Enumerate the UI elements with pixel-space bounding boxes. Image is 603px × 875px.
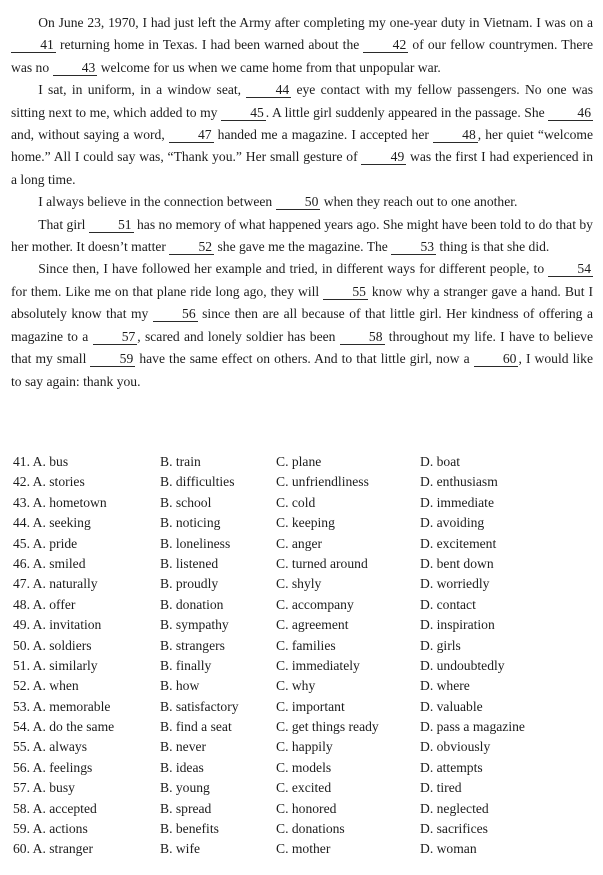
- question-option-row: [13, 574, 593, 594]
- blank-52: 52: [169, 239, 214, 255]
- blank-55: 55: [323, 284, 368, 300]
- text-segment: thing is that she did.: [436, 239, 550, 255]
- blank-45: 45: [221, 105, 266, 121]
- option-b: B. wife: [160, 841, 201, 857]
- text-segment: I always believe in the connection between: [38, 194, 276, 210]
- text-segment: On June 23, 1970, I had just left the Army after completing my one-year duty in Vietnam. I was on a: [38, 15, 593, 30]
- text-segment: when they reach out to one another.: [320, 194, 518, 210]
- option-d: D. valuable: [420, 698, 483, 714]
- blank-57: 57: [93, 329, 138, 345]
- option-a: 47. A. naturally: [13, 576, 98, 592]
- paragraph-4: [11, 214, 593, 259]
- text-segment: know why a stranger gave a hand. But I absolutely know that my: [11, 283, 593, 322]
- question-option-row: [13, 778, 593, 798]
- option-c: C. why: [276, 678, 316, 694]
- blank-56: 56: [153, 306, 198, 322]
- option-d: D. woman: [420, 841, 477, 857]
- text-segment: returning home in Texas. I had been warned about the: [55, 37, 364, 53]
- option-a: 46. A. smiled: [13, 555, 86, 571]
- question-option-row: [13, 656, 593, 676]
- cloze-passage: [11, 12, 593, 393]
- option-a: 51. A. similarly: [13, 657, 98, 673]
- option-c: C. donations: [276, 821, 345, 837]
- question-option-row: [13, 676, 593, 696]
- option-d: D. undoubtedly: [420, 657, 505, 673]
- question-option-row: [13, 697, 593, 717]
- option-d: D. where: [420, 678, 470, 694]
- option-a: 55. A. always: [13, 739, 88, 755]
- option-d: D. tired: [420, 780, 462, 796]
- blank-51: 51: [89, 217, 134, 233]
- text-segment: was the first I had experienced in a long time.: [11, 149, 593, 187]
- option-a: 58. A. accepted: [13, 800, 97, 816]
- blank-54: 54: [548, 261, 593, 277]
- option-b: B. donation: [160, 596, 224, 612]
- option-b: B. train: [160, 454, 201, 469]
- option-b: B. sympathy: [160, 617, 229, 633]
- option-d: D. sacrifices: [420, 821, 488, 837]
- text-segment: throughout my life. I have to believe that my small: [11, 328, 593, 367]
- option-a: 50. A. soldiers: [13, 637, 92, 653]
- option-c: C. cold: [276, 494, 316, 510]
- option-c: C. turned around: [276, 555, 368, 571]
- blank-47: 47: [169, 127, 214, 143]
- question-option-row: [13, 839, 593, 859]
- text-segment: , scared and lonely soldier has been: [137, 328, 340, 344]
- blank-60: 60: [474, 351, 519, 367]
- option-c: C. shyly: [276, 576, 322, 592]
- text-segment: have the same effect on others. And to that little girl, now a: [135, 351, 474, 367]
- option-b: B. how: [160, 678, 200, 694]
- option-c: C. plane: [276, 454, 322, 469]
- option-b: B. strangers: [160, 637, 225, 653]
- option-b: B. ideas: [160, 759, 204, 775]
- option-c: C. mother: [276, 841, 331, 857]
- question-option-row: [13, 636, 593, 656]
- blank-43: 43: [53, 60, 98, 76]
- text-segment: she gave me the magazine. The: [214, 239, 392, 255]
- option-c: C. anger: [276, 535, 323, 551]
- blank-50: 50: [276, 194, 321, 210]
- option-b: B. young: [160, 780, 210, 796]
- option-a: 56. A. feelings: [13, 759, 93, 775]
- question-option-row: [13, 737, 593, 757]
- option-c: C. families: [276, 637, 336, 653]
- question-option-row: [13, 595, 593, 615]
- option-a: 59. A. actions: [13, 821, 88, 837]
- question-option-row: [13, 799, 593, 819]
- option-c: C. unfriendliness: [276, 474, 369, 490]
- option-b: B. never: [160, 739, 207, 755]
- question-option-row: [13, 452, 593, 472]
- blank-41: 41: [11, 37, 56, 53]
- paragraph-3: [11, 191, 593, 213]
- text-segment: has no memory of what happened years ago. She might have been told to do that by her mother. It doesn’t matter: [11, 216, 593, 255]
- option-d: D. pass a magazine: [420, 719, 525, 735]
- question-option-row: [13, 493, 593, 513]
- option-a: 42. A. stories: [13, 474, 85, 490]
- option-c: C. keeping: [276, 515, 335, 531]
- blank-58: 58: [340, 329, 385, 345]
- option-a: 48. A. offer: [13, 596, 76, 612]
- option-b: B. listened: [160, 555, 219, 571]
- option-d: D. contact: [420, 596, 476, 612]
- blank-42: 42: [363, 37, 408, 53]
- text-segment: . A little girl suddenly appeared in the passage. She: [265, 104, 549, 120]
- option-c: C. important: [276, 698, 345, 714]
- option-a: 54. A. do the same: [13, 719, 115, 735]
- question-option-row: [13, 554, 593, 574]
- option-c: C. honored: [276, 800, 337, 816]
- option-d: D. girls: [420, 637, 461, 653]
- option-d: D. boat: [420, 454, 461, 469]
- option-a: 41. A. bus: [13, 454, 69, 469]
- option-a: 44. A. seeking: [13, 515, 91, 531]
- paragraph-2: [11, 79, 593, 191]
- option-c: C. accompany: [276, 596, 354, 612]
- option-b: B. benefits: [160, 821, 219, 837]
- text-segment: welcome for us when we came home from that unpopular war.: [97, 59, 441, 75]
- option-a: 57. A. busy: [13, 780, 75, 796]
- option-c: C. agreement: [276, 617, 349, 633]
- option-a: 52. A. when: [13, 678, 79, 694]
- option-b: B. satisfactory: [160, 698, 239, 714]
- question-option-row: [13, 819, 593, 839]
- question-option-row: [13, 513, 593, 533]
- option-d: D. inspiration: [420, 617, 495, 633]
- question-option-row: [13, 534, 593, 554]
- option-d: D. attempts: [420, 759, 483, 775]
- option-a: 45. A. pride: [13, 535, 78, 551]
- text-segment: and, without saying a word,: [11, 127, 169, 143]
- option-b: B. find a seat: [160, 719, 232, 735]
- option-b: B. proudly: [160, 576, 219, 592]
- option-c: C. happily: [276, 739, 333, 755]
- blank-48: 48: [433, 127, 478, 143]
- option-b: B. noticing: [160, 515, 221, 531]
- option-b: B. loneliness: [160, 535, 231, 551]
- option-c: C. get things ready: [276, 719, 379, 735]
- option-d: D. avoiding: [420, 515, 485, 531]
- question-option-row: [13, 717, 593, 737]
- option-d: D. excitement: [420, 535, 497, 551]
- text-segment: handed me a magazine. I accepted her: [213, 127, 433, 143]
- text-segment: I sat, in uniform, in a window seat,: [38, 82, 247, 98]
- answer-options: [13, 452, 593, 860]
- option-b: B. finally: [160, 657, 212, 673]
- option-c: C. immediately: [276, 657, 360, 673]
- option-b: B. spread: [160, 800, 212, 816]
- blank-53: 53: [391, 239, 436, 255]
- question-option-row: [13, 758, 593, 778]
- option-c: C. excited: [276, 780, 332, 796]
- text-segment: since then are all because of that little girl. Her kindness of offering a magazine to a: [11, 306, 593, 344]
- text-segment: That girl: [38, 216, 89, 232]
- text-segment: , I would like to say again: thank you.: [11, 351, 593, 389]
- paragraph-1: [11, 12, 593, 79]
- paragraph-5: [11, 258, 593, 392]
- option-a: 53. A. memorable: [13, 698, 111, 714]
- text-segment: for them. Like me on that plane ride long ago, they will: [11, 283, 324, 299]
- question-option-row: [13, 472, 593, 492]
- option-b: B. difficulties: [160, 474, 235, 490]
- text-segment: , her quiet “welcome home.” All I could say was, “Thank you.” Her small gesture of: [11, 127, 594, 165]
- option-d: D. worriedly: [420, 576, 490, 592]
- blank-49: 49: [361, 149, 406, 165]
- option-d: D. immediate: [420, 494, 494, 510]
- option-d: D. bent down: [420, 555, 494, 571]
- option-a: 60. A. stranger: [13, 841, 94, 857]
- text-segment: Since then, I have followed her example and tried, in different ways for different people, to: [38, 261, 549, 277]
- blank-59: 59: [90, 351, 135, 367]
- option-a: 43. A. hometown: [13, 494, 107, 510]
- text-segment: eye contact with my fellow passengers. No one was sitting next to me, which added to my: [11, 82, 593, 120]
- option-d: D. enthusiasm: [420, 474, 498, 490]
- question-option-row: [13, 615, 593, 635]
- blank-46: 46: [548, 105, 593, 121]
- option-d: D. obviously: [420, 739, 491, 755]
- option-d: D. neglected: [420, 800, 489, 816]
- option-a: 49. A. invitation: [13, 617, 102, 633]
- text-segment: of our fellow countrymen. There was no: [11, 37, 593, 75]
- option-b: B. school: [160, 494, 212, 510]
- blank-44: 44: [246, 82, 291, 98]
- option-c: C. models: [276, 759, 332, 775]
